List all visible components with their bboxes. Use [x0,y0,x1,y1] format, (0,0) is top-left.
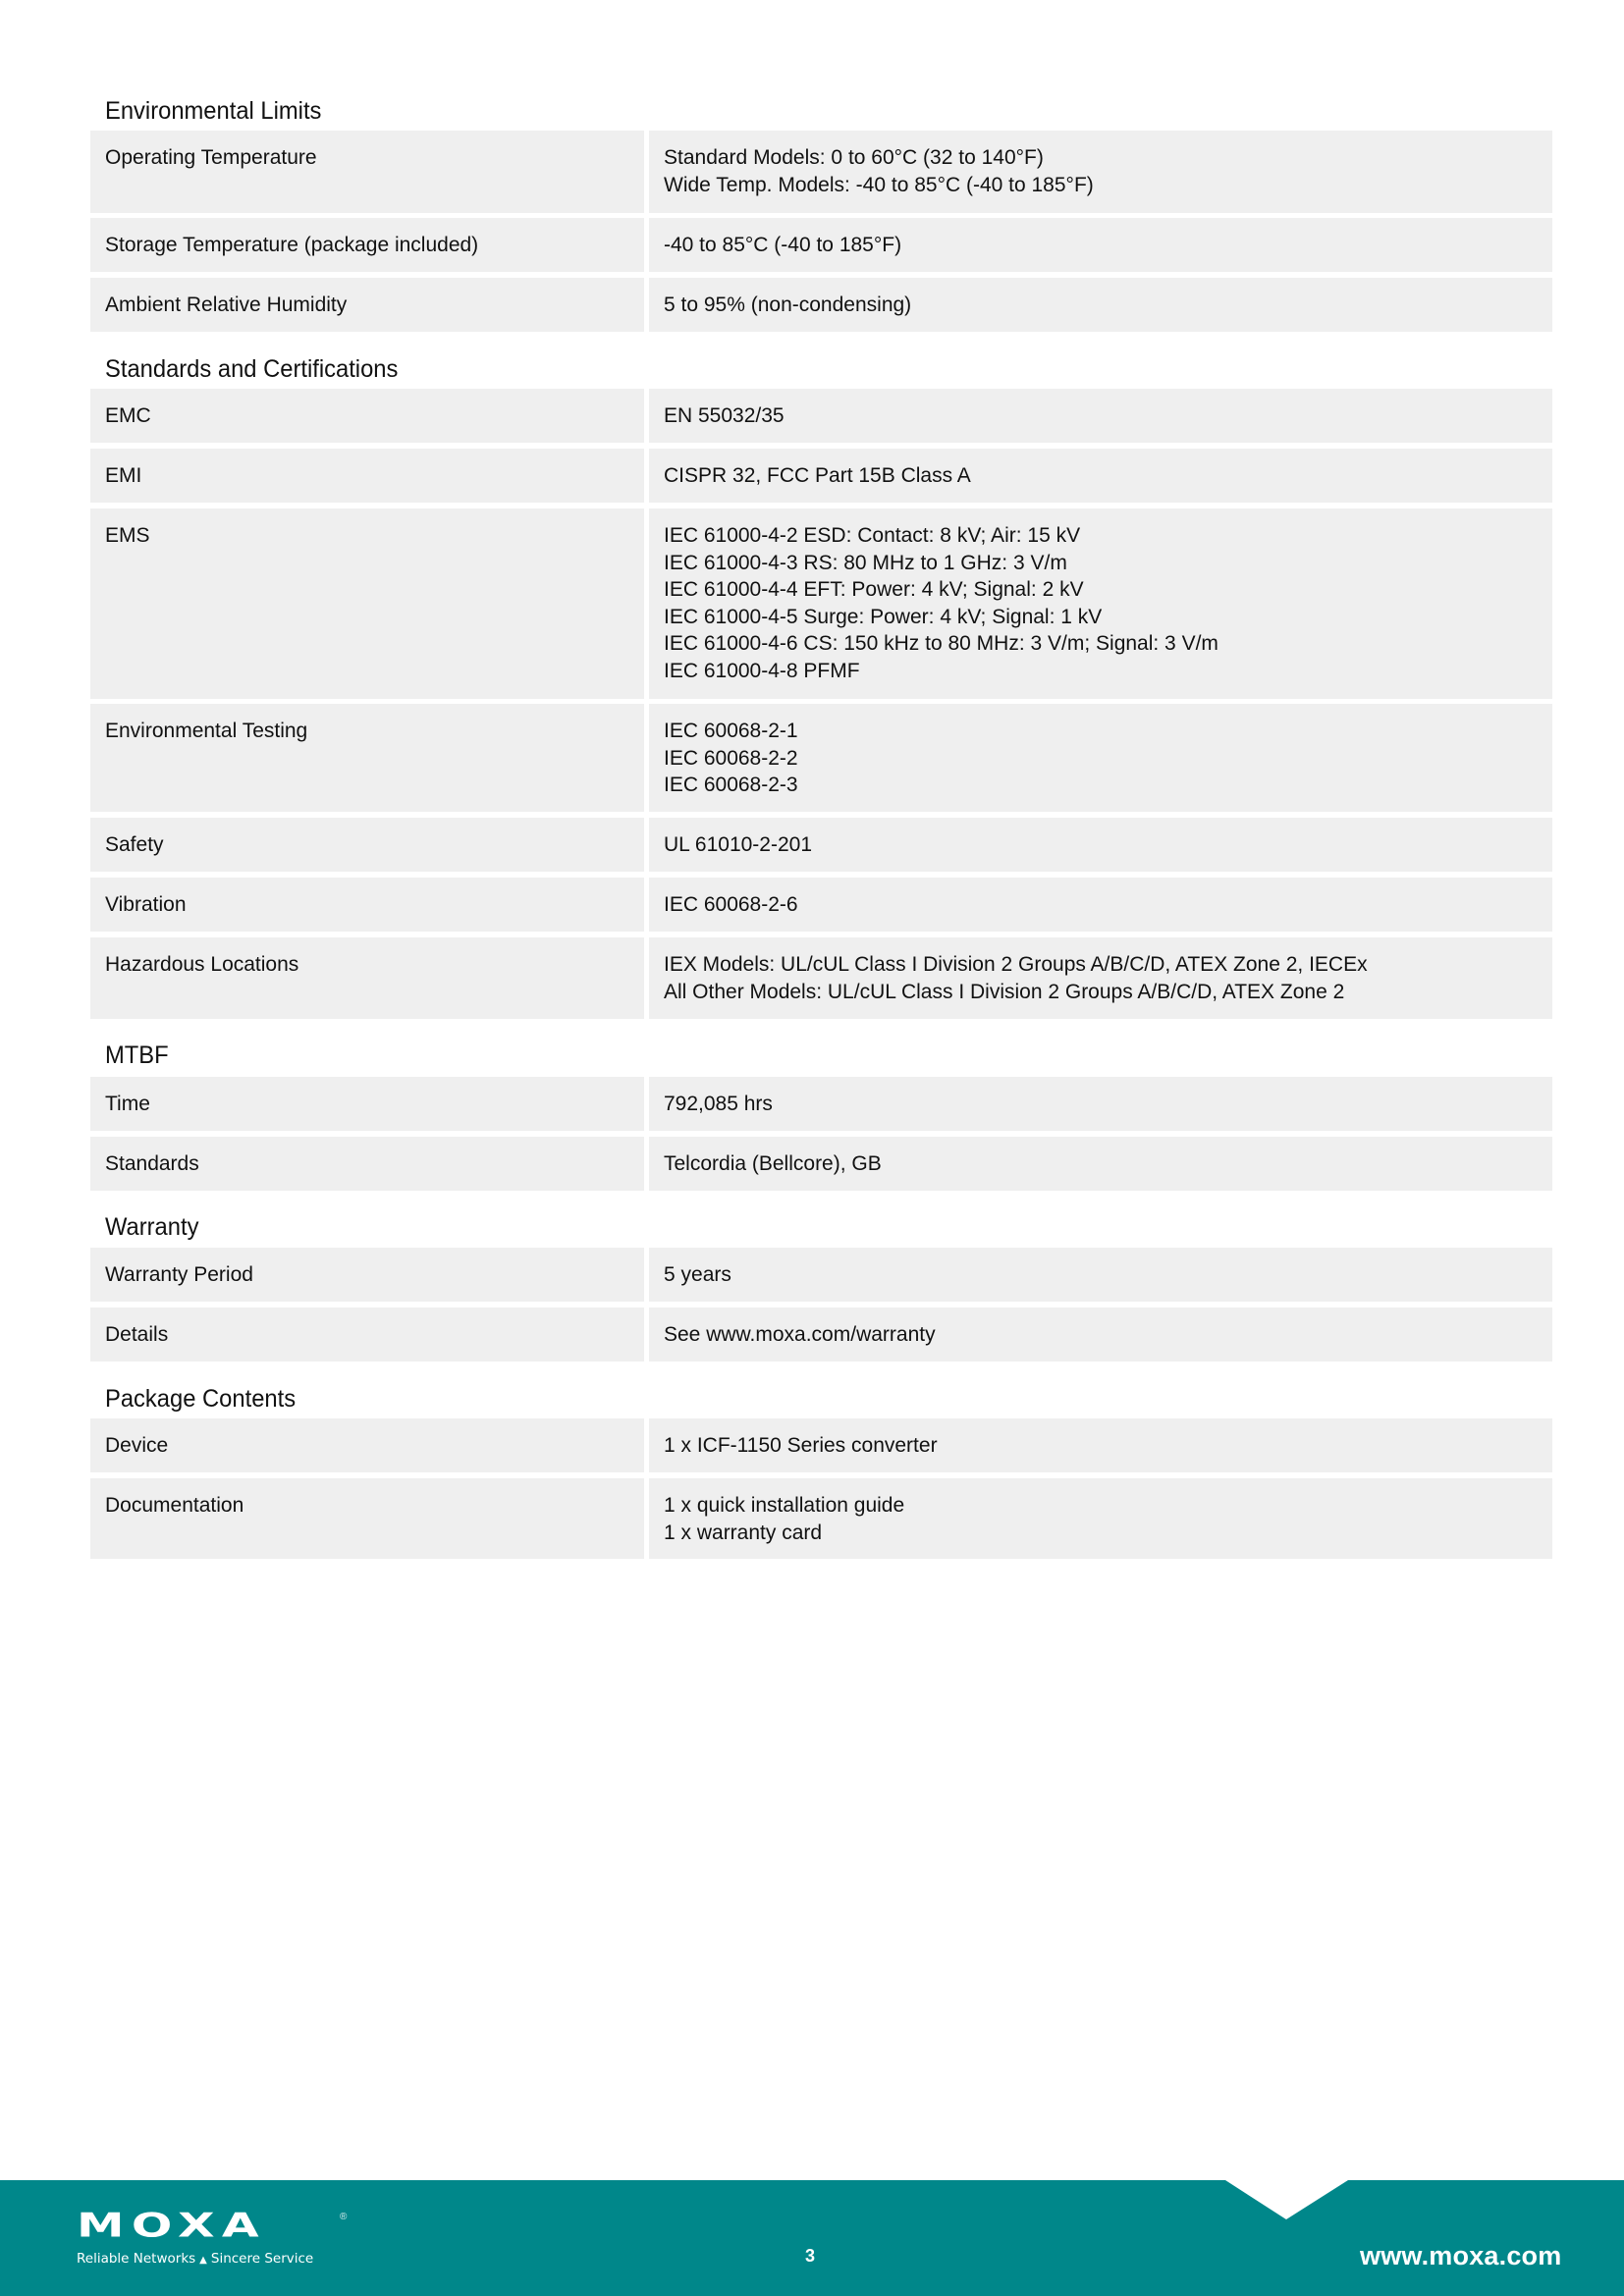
spec-value-line: IEC 61000-4-6 CS: 150 kHz to 80 MHz: 3 V/m; Signal: 3 V/m [664,632,1218,655]
spec-row-storage-temperature [90,218,1552,272]
spec-value [649,1077,1552,1131]
spec-label: Safety [90,818,644,872]
spec-label: Vibration [90,878,644,932]
spec-value-line: EN 55032/35 [664,404,785,427]
spec-value [649,508,1552,699]
spec-value-line: 5 years [664,1263,731,1286]
section-heading-standards-certifications: Standards and Certifications [105,355,399,383]
moxa-logo: MOXA [77,2206,266,2245]
spec-label: Operating Temperature [90,131,644,213]
section-heading-environmental-limits: Environmental Limits [105,97,322,125]
spec-row-operating-temperature [90,131,1552,213]
spec-value-line: 1 x quick installation guide [664,1494,905,1517]
spec-label: Storage Temperature (package included) [90,218,644,272]
spec-label: Standards [90,1137,644,1191]
spec-value-line: See www.moxa.com/warranty [664,1323,936,1346]
spec-label: Device [90,1418,644,1472]
spec-row-device [90,1418,1552,1472]
spec-value [649,937,1552,1019]
spec-value-line: 1 x ICF-1150 Series converter [664,1434,938,1457]
spec-label: Ambient Relative Humidity [90,278,644,332]
spec-value [649,389,1552,443]
spec-value [649,1418,1552,1472]
spec-label: Details [90,1308,644,1362]
spec-value-line: IEC 61000-4-3 RS: 80 MHz to 1 GHz: 3 V/m [664,551,1067,574]
spec-row-ambient-humidity [90,278,1552,332]
spec-value [649,1248,1552,1302]
spec-row-environmental-testing [90,704,1552,812]
spec-label: EMC [90,389,644,443]
spec-value-line: Wide Temp. Models: -40 to 85°C (-40 to 185°F) [664,173,1094,196]
spec-value-line: IEC 61000-4-2 ESD: Contact: 8 kV; Air: 15 kV [664,524,1081,547]
spec-value [649,1137,1552,1191]
spec-row-warranty-details [90,1308,1552,1362]
section-heading-warranty: Warranty [105,1213,199,1241]
spec-value-line: -40 to 85°C (-40 to 185°F) [664,234,902,256]
spec-label: Warranty Period [90,1248,644,1302]
spec-value-line: IEC 61000-4-5 Surge: Power: 4 kV; Signal: 1 kV [664,605,1103,628]
spec-row-ems [90,508,1552,699]
spec-value-line: 1 x warranty card [664,1521,823,1544]
spec-row-warranty-period [90,1248,1552,1302]
spec-value [649,818,1552,872]
spec-label: Environmental Testing [90,704,644,812]
spec-row-vibration [90,878,1552,932]
spec-value-line: IEC 60068-2-3 [664,774,798,796]
spec-row-mtbf-standards [90,1137,1552,1191]
spec-value-line: 5 to 95% (non-condensing) [664,294,912,316]
brand-tagline [77,2251,313,2267]
section-heading-mtbf: MTBF [105,1041,169,1069]
spec-value-line: UL 61010-2-201 [664,833,812,856]
spec-value-line: CISPR 32, FCC Part 15B Class A [664,464,971,487]
spec-value-line: IEC 61000-4-8 PFMF [664,659,860,682]
spec-row-hazardous-locations [90,937,1552,1019]
spec-label: EMI [90,449,644,503]
spec-value-line: IEC 60068-2-2 [664,746,798,770]
triangle-icon: ▲ [199,2255,207,2266]
spec-value [649,878,1552,932]
spec-row-emi [90,449,1552,503]
section-heading-package-contents: Package Contents [105,1385,297,1413]
tagline-left: Reliable Networks [77,2251,196,2267]
website-link[interactable]: www.moxa.com [1360,2241,1562,2270]
spec-value [649,278,1552,332]
spec-row-mtbf-time [90,1077,1552,1131]
spec-value-line: IEX Models: UL/cUL Class I Division 2 Groups A/B/C/D, ATEX Zone 2, IECEx [664,953,1368,976]
spec-value [649,218,1552,272]
spec-value-line: Standard Models: 0 to 60°C (32 to 140°F) [664,146,1044,169]
spec-label: Hazardous Locations [90,937,644,1019]
spec-value [649,1478,1552,1559]
spec-value [649,704,1552,812]
spec-row-emc [90,389,1552,443]
spec-value-line: IEC 60068-2-6 [664,893,798,916]
spec-row-safety [90,818,1552,872]
spec-label: EMS [90,508,644,699]
spec-value-line: 792,085 hrs [664,1093,773,1115]
tagline-right: Sincere Service [210,2251,314,2267]
footer-notch-decoration [1225,2180,1348,2219]
spec-value-line: All Other Models: UL/cUL Class I Division 2 Groups A/B/C/D, ATEX Zone 2 [664,980,1345,1003]
spec-value-line: Telcordia (Bellcore), GB [664,1152,882,1175]
spec-value [649,131,1552,213]
spec-label: Documentation [90,1478,644,1559]
registered-mark: ® [340,2212,348,2222]
spec-value [649,449,1552,503]
spec-row-documentation [90,1478,1552,1559]
spec-label: Time [90,1077,644,1131]
spec-value-line: IEC 61000-4-4 EFT: Power: 4 kV; Signal: 2 kV [664,578,1084,601]
page-number: 3 [805,2246,816,2266]
spec-value [649,1308,1552,1362]
spec-value-line: IEC 60068-2-1 [664,720,798,742]
